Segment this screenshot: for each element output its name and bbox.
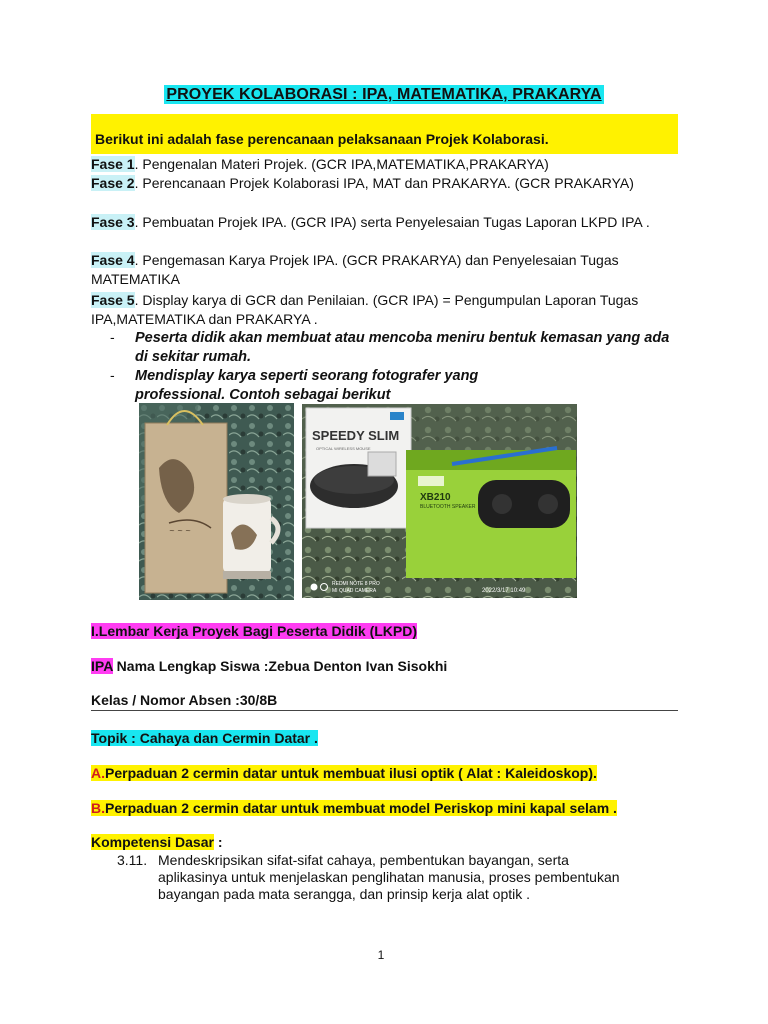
phase-label: Fase 4 — [91, 252, 135, 268]
page-number: 1 — [377, 948, 385, 962]
kd-colon: : — [213, 834, 223, 850]
bullet-dash: - — [110, 329, 115, 345]
class-row — [91, 692, 277, 708]
phase-1 — [91, 155, 676, 174]
kd-text — [158, 852, 678, 903]
phase-3 — [91, 213, 676, 232]
phase-4 — [91, 251, 676, 289]
mouse-box-label: SPEEDY SLIM — [312, 428, 400, 443]
photo-timestamp: 2022/3/17 10:49 — [482, 588, 526, 594]
item-b — [91, 800, 617, 816]
ipa-tag: IPA — [91, 658, 113, 674]
kd-label: Kompetensi Dasar — [91, 834, 214, 850]
student-label: Nama Lengkap Siswa : — [112, 658, 269, 674]
divider-line — [91, 710, 678, 711]
kd-text-line: aplikasinya untuk menjelaskan penglihatan manusia, proses pembentukan — [158, 869, 620, 885]
phase-5 — [91, 291, 676, 329]
watermark-camera-2: MI QUAD CAMERA — [332, 588, 377, 594]
student-name-row — [91, 658, 447, 674]
phase-text: . Pengenalan Materi Projek. (GCR IPA,MATEMATIKA,PRAKARYA) — [134, 156, 549, 172]
bullet-dash: - — [110, 367, 115, 383]
kd-text-line: bayangan pada mata serangga, dan prinsip kerja alat optik . — [158, 886, 531, 902]
speaker-box-sub: BLUETOOTH SPEAKER — [420, 504, 476, 510]
item-a-tag: A. — [91, 765, 105, 781]
bullet-2: Mendisplay karya seperti seorang fotografer yang professional. Contoh sebagai berikut — [135, 368, 479, 403]
phase-label: Fase 2 — [91, 175, 135, 191]
kd-text-line: Mendeskripsikan sifat-sifat cahaya, pembentukan bayangan, serta — [158, 852, 569, 868]
phase-text: . Perencanaan Projek Kolaborasi IPA, MAT dan PRAKARYA. (GCR PRAKARYA) — [134, 175, 634, 191]
class-label: Kelas / Nomor Absen : — [91, 692, 240, 708]
phase-2 — [91, 174, 676, 193]
phase-text: . Display karya di GCR dan Penilaian. (GCR IPA) = Pengumpulan Laporan Tugas IPA,MATEMATIKA dan PRAKARYA . — [91, 292, 639, 327]
products-illustration — [302, 404, 577, 598]
student-name: Zebua Denton Ivan Sisokhi — [268, 658, 448, 674]
topic-row: Topik : Cahaya dan Cermin Datar . — [91, 730, 318, 746]
class-value: 30/8B — [239, 692, 278, 708]
item-b-text: Perpaduan 2 cermin datar untuk membuat model Periskop mini kapal selam . — [105, 800, 617, 816]
photo-products — [302, 404, 577, 598]
item-a — [91, 765, 597, 781]
lkpd-heading: I.Lembar Kerja Proyek Bagi Peserta Didik (LKPD) — [91, 623, 417, 639]
intro-text: Berikut ini adalah fase perencanaan pelaksanaan Projek Kolaborasi. — [95, 131, 549, 147]
phase-label: Fase 3 — [91, 214, 135, 230]
photo-gift-bag — [139, 403, 294, 600]
item-a-text: Perpaduan 2 cermin datar untuk membuat ilusi optik ( Alat : Kaleidoskop). — [105, 765, 597, 781]
gift-bag-illustration — [139, 403, 294, 600]
mouse-box-sub: OPTICAL WIRELESS MOUSE — [316, 446, 371, 451]
phase-label: Fase 1 — [91, 156, 135, 172]
svg-text:~ ~ ~: ~ ~ ~ — [169, 527, 192, 535]
phase-text: . Pengemasan Karya Projek IPA. (GCR PRAKARYA) dan Penyelesaian Tugas MATEMATIKA — [91, 252, 619, 287]
phase-label: Fase 5 — [91, 292, 135, 308]
bullet-1: Peserta didik akan membuat atau mencoba meniru bentuk kemasan yang ada di sekitar rumah. — [135, 330, 670, 365]
watermark-camera: REDMI NOTE 8 PRO — [332, 581, 380, 587]
speaker-box-label: XB210 — [420, 492, 451, 503]
kd-number: 3.11. — [117, 852, 148, 868]
phase-text: . Pembuatan Projek IPA. (GCR IPA) serta Penyelesaian Tugas Laporan LKPD IPA . — [134, 214, 650, 230]
item-b-tag: B. — [91, 800, 105, 816]
kd-heading — [91, 834, 223, 850]
page-title: PROYEK KOLABORASI : IPA, MATEMATIKA, PRAKARYA — [166, 86, 602, 103]
